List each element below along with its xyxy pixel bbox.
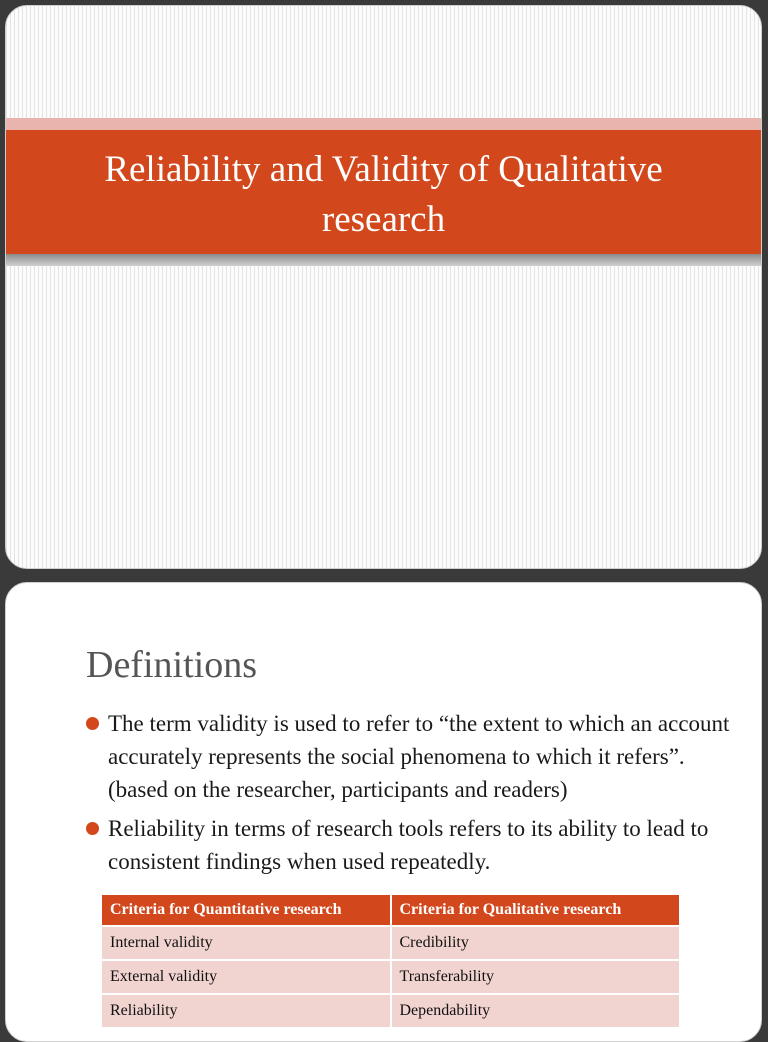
definitions-slide — [5, 582, 762, 1042]
slide-heading: Definitions — [86, 644, 257, 686]
title-band-top-stripe — [6, 118, 761, 130]
table-row — [102, 960, 679, 994]
criteria-table — [102, 895, 679, 1027]
table-cell: Dependability — [391, 994, 680, 1027]
table-row — [102, 926, 679, 960]
table-header-cell: Criteria for Qualitative research — [391, 895, 680, 926]
table-cell: Reliability — [102, 994, 391, 1027]
table-cell: Credibility — [391, 926, 680, 960]
table-row — [102, 994, 679, 1027]
bullet-dot-icon — [86, 717, 99, 730]
bullet-text: The term validity is used to refer to “the extent to which an account accurately represents the social phenomena to which it refers”. (based on the researcher, participants and readers) — [108, 711, 730, 802]
table-header-cell: Criteria for Quantitative research — [102, 895, 391, 926]
table-cell: Internal validity — [102, 926, 391, 960]
table-cell: Transferability — [391, 960, 680, 994]
bullet-text: Reliability in terms of research tools refers to its ability to lead to consistent findings when used repeatedly. — [108, 816, 709, 874]
title-slide — [5, 5, 762, 569]
table-header-row — [102, 895, 679, 926]
table-cell: External validity — [102, 960, 391, 994]
title-band — [6, 130, 761, 254]
bullet-item — [86, 812, 736, 878]
bullet-dot-icon — [86, 822, 99, 835]
slide-title: Reliability and Validity of Qualitative research — [104, 149, 663, 240]
bullet-list — [86, 707, 736, 884]
title-band-shadow — [6, 254, 761, 266]
bullet-item — [86, 707, 736, 806]
